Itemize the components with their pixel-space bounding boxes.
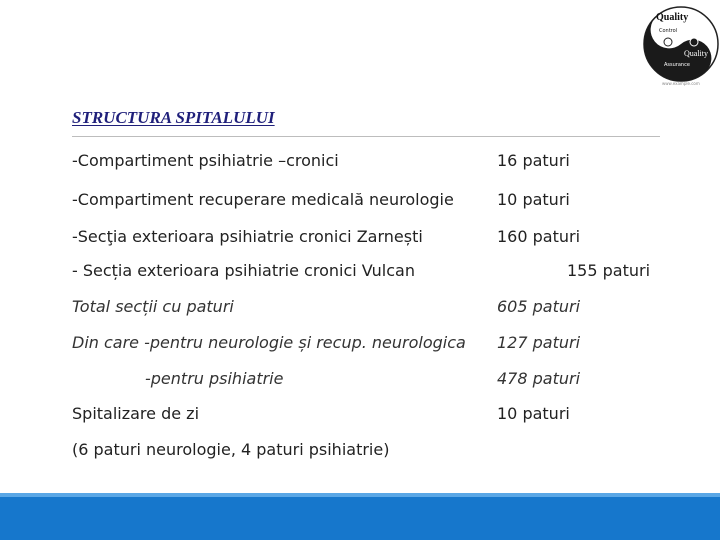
footer-band bbox=[0, 497, 720, 540]
row-label-9: (6 paturi neurologie, 4 paturi psihiatrie) bbox=[72, 440, 390, 459]
row-label-2: -Compartiment recuperare medicală neurologie bbox=[72, 190, 454, 209]
quality-logo bbox=[642, 4, 720, 86]
logo-text-3: Quality bbox=[684, 49, 708, 58]
page-title: STRUCTURA SPITALULUI bbox=[72, 108, 275, 127]
row-label-6: Din care -pentru neurologie și recup. neurologica bbox=[72, 333, 466, 352]
row-value-2: 10 paturi bbox=[497, 190, 570, 209]
logo-text-2: Control bbox=[659, 28, 678, 34]
logo-text-4: Assurance bbox=[664, 62, 690, 68]
row-label-8: Spitalizare de zi bbox=[72, 404, 200, 423]
row-label-1: -Compartiment psihiatrie –cronici bbox=[72, 151, 339, 170]
row-value-1: 16 paturi bbox=[497, 151, 570, 170]
row-label-4: - Secția exterioara psihiatrie cronici Vulcan bbox=[72, 261, 415, 280]
row-value-6: 127 paturi bbox=[497, 333, 581, 352]
row-value-5: 605 paturi bbox=[497, 297, 581, 316]
row-value-7: 478 paturi bbox=[497, 369, 581, 388]
title-divider bbox=[72, 136, 660, 137]
logo-text-1: Quality bbox=[656, 12, 689, 23]
row-value-4: 155 paturi bbox=[567, 261, 651, 280]
row-label-5: Total secții cu paturi bbox=[72, 297, 234, 316]
row-value-8: 10 paturi bbox=[497, 404, 570, 423]
row-label-3: -Secţia exterioara psihiatrie cronici Zarnești bbox=[72, 227, 423, 246]
row-value-3: 160 paturi bbox=[497, 227, 581, 246]
logo-caption: www.example.com bbox=[662, 81, 700, 86]
row-label-7: -pentru psihiatrie bbox=[145, 369, 284, 388]
